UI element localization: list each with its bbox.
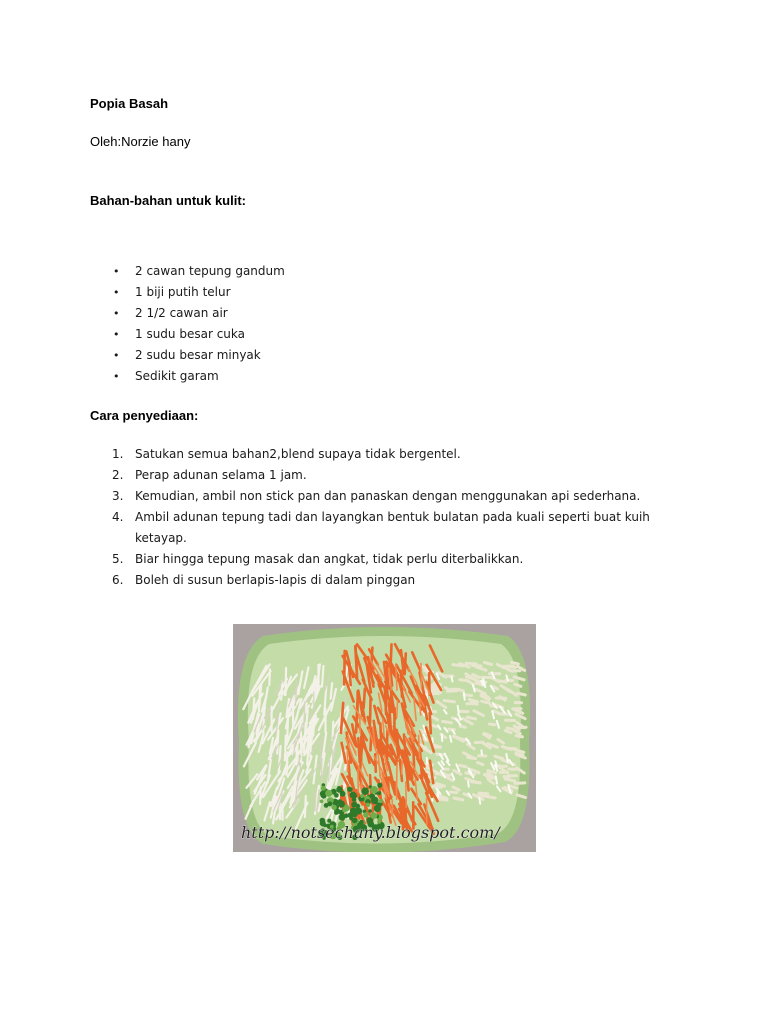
step-text: Boleh di susun berlapis-lapis di dalam pinggan: [135, 573, 416, 587]
recipe-title: Popia Basah: [90, 96, 169, 111]
step-text: Kemudian, ambil non stick pan dan panaskan dengan menggunakan api sederhana.: [135, 489, 641, 503]
ingredient-item: [90, 282, 680, 303]
method-heading: Cara penyediaan:: [90, 408, 199, 423]
recipe-author: Oleh:Norzie hany: [90, 134, 191, 149]
method-step: [90, 570, 680, 591]
bullet-icon: •: [113, 307, 120, 320]
ingredient-text: 1 biji putih telur: [135, 285, 231, 299]
step-number: 6.: [112, 573, 124, 587]
bullet-icon: •: [113, 265, 120, 278]
bullet-icon: •: [113, 328, 120, 341]
ingredient-text: 1 sudu besar cuka: [135, 327, 245, 341]
ingredient-text: 2 1/2 cawan air: [135, 306, 228, 320]
method-step: [90, 549, 680, 570]
ingredient-item: [90, 261, 680, 282]
popia-filling-photo: [233, 624, 536, 852]
ingredient-text: 2 sudu besar minyak: [135, 348, 261, 362]
step-number: 4.: [112, 510, 124, 524]
method-step: [90, 486, 680, 507]
bullet-icon: •: [113, 349, 120, 362]
ingredient-item: [90, 324, 680, 345]
ingredient-item: [90, 366, 680, 387]
method-step: [90, 507, 680, 549]
ingredient-text: Sedikit garam: [135, 369, 219, 383]
photo-watermark: http://notsechany.blogspot.com/: [241, 823, 500, 842]
ingredient-text: 2 cawan tepung gandum: [135, 264, 285, 278]
step-number: 5.: [112, 552, 124, 566]
step-text: Satukan semua bahan2,blend supaya tidak bergentel.: [135, 447, 461, 461]
step-number: 1.: [112, 447, 124, 461]
step-text: Perap adunan selama 1 jam.: [135, 468, 307, 482]
step-text: Ambil adunan tepung tadi dan layangkan bentuk bulatan pada kuali seperti buat kuih ketayap.: [135, 510, 650, 545]
method-step: [90, 444, 680, 465]
bullet-icon: •: [113, 370, 120, 383]
ingredients-list: [90, 261, 680, 387]
ingredient-item: [90, 345, 680, 366]
method-steps-list: [90, 444, 680, 591]
ingredients-heading: Bahan-bahan untuk kulit:: [90, 193, 246, 208]
method-step: [90, 465, 680, 486]
step-number: 3.: [112, 489, 124, 503]
ingredient-item: [90, 303, 680, 324]
step-text: Biar hingga tepung masak dan angkat, tidak perlu diterbalikkan.: [135, 552, 524, 566]
bullet-icon: •: [113, 286, 120, 299]
step-number: 2.: [112, 468, 124, 482]
